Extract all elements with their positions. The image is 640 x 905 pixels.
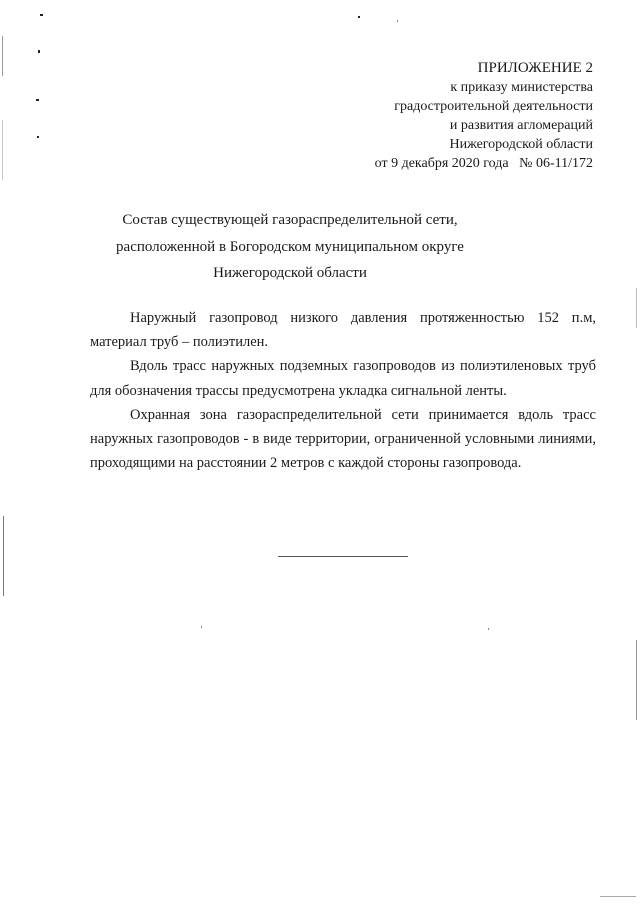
title-line: расположенной в Богородском муниципальном округе (116, 238, 464, 255)
order-date-number: от 9 декабря 2020 года № 06-11/172 (374, 156, 593, 171)
body-paragraph: Охранная зона газораспределительной сети принимается вдоль трасс наружных газопроводов - в виде территории, ограниченной условными линиями, проходящими на расстоянии 2 метров с каждой стороны газопровода. (90, 406, 596, 472)
scan-speck (36, 99, 39, 101)
scan-speck (358, 16, 360, 18)
scan-speck (397, 20, 398, 22)
document-body (90, 306, 596, 475)
scan-speck (201, 626, 202, 628)
appendix-title: ПРИЛОЖЕНИЕ 2 (477, 60, 593, 76)
document-title (60, 207, 520, 287)
end-divider-line (278, 556, 408, 557)
scan-speck (488, 628, 489, 630)
header-line: градостроительной деятельности (394, 99, 593, 114)
title-line: Нижегородской области (213, 265, 367, 281)
scan-edge-line (2, 36, 3, 76)
scan-edge-line (636, 640, 637, 720)
header-line: Нижегородской области (449, 137, 593, 152)
scan-speck (38, 50, 40, 53)
scan-speck (40, 14, 43, 16)
appendix-header (375, 58, 593, 173)
scan-speck (37, 136, 39, 138)
header-line: и развития агломераций (449, 118, 593, 133)
body-paragraph: Наружный газопровод низкого давления протяженностью 152 п.м, материал труб – полиэтилен. (90, 310, 596, 351)
scan-edge-line (636, 288, 637, 328)
title-line: Состав существующей газораспределительной сети, (122, 212, 458, 228)
body-paragraph: Вдоль трасс наружных подземных газопроводов из полиэтиленовых труб для обозначения трассы предусмотрена укладка сигнальной ленты. (90, 358, 596, 399)
scan-speck (600, 896, 636, 897)
scan-edge-line (2, 120, 3, 180)
header-line: к приказу министерства (450, 80, 593, 95)
scan-edge-line (3, 516, 4, 596)
